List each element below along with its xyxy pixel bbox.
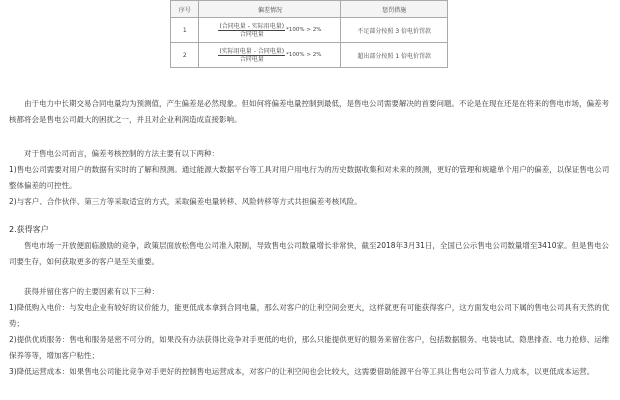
header-deviation: 偏差情况 xyxy=(199,1,341,18)
paragraph-deviation-intro: 由于电力中长期交易合同电量均为预测值，产生偏差是必然现象。但如何将偏差电量控制到最低，是售电公司需要解决的首要问题。不论是在现在还是在将来的售电市场，偏差考核都将会是售电公司最大的困扰之一，并且对企业利润造成直接影响。 xyxy=(9,99,609,124)
formula-suffix: *100% > 2% xyxy=(286,27,322,33)
paragraph-factor-1: 1)降低购入电价：与发电企业有较好的议价能力，能更低成本拿到合同电量，那么对客户的让利空间会更大，这样就更有可能获得客户，这方面发电公司下属的售电公司具有天然的优势； xyxy=(9,303,610,328)
formula-denominator: 合同电量 xyxy=(239,30,264,38)
paragraph-methods-intro: 对于售电公司而言，偏差考核控制的方法主要有以下两种： xyxy=(24,149,219,158)
paragraph-factor-2: 2)提供优质服务：售电和服务是密不可分的，如果没有办法获得比竞争对手更低的电价，那么只能提供更好的服务来留住客户，包括数据服务、电装电试、隐患排查、电力抢修、运维保养等等，增加客户粘性； xyxy=(9,335,610,360)
paragraph-factors-intro: 获得并留住客户的主要因素有以下三种： xyxy=(24,287,159,296)
deviation-penalty-table xyxy=(170,0,448,68)
header-serial: 序号 xyxy=(171,1,199,18)
row-serial: 1 xyxy=(171,18,199,43)
row-serial: 2 xyxy=(171,43,199,68)
penalty-measure: 超出部分按照 1 倍电价罚款 xyxy=(341,43,448,68)
formula-denominator: 合同电量 xyxy=(239,55,264,63)
header-penalty: 惩罚措施 xyxy=(341,1,448,18)
formula-numerator: (实际用电量 - 合同电量) xyxy=(219,47,285,55)
paragraph-method-1: 1)售电公司需要对用户的数据有实时的了解和预测。通过能源大数据平台等工具对用户用电行为的历史数据收集和对未来的预测，更好的管理和规避单个用户的偏差，以保证售电公司整体偏差的可控性。 xyxy=(9,165,610,190)
table-header-row xyxy=(171,1,448,18)
penalty-measure: 不足部分按照 3 倍电价罚款 xyxy=(341,18,448,43)
paragraph-factor-3: 3)降低运营成本：如果售电公司能比竞争对手更好的控制售电运营成本，对客户的让利空间也会比较大，这需要借助能源平台等工具让售电公司节省人力成本，以更低成本运营。 xyxy=(9,367,595,376)
deviation-formula xyxy=(199,18,341,43)
paragraph-market-competition: 售电市场一开放便面临激励的竞争，政策层面放松售电公司准入限制，导致售电公司数量增长非常快，截至2018年3月31日，全国已公示售电公司数量增至3410家。但是售电公司要生存，如何获取更多的客户是至关重要。 xyxy=(9,241,609,266)
table-row xyxy=(171,43,448,68)
section-heading-get-customers: 2.获得客户 xyxy=(9,225,49,234)
deviation-formula xyxy=(199,43,341,68)
formula-suffix: *100% > 2% xyxy=(286,52,322,58)
paragraph-method-2: 2)与客户、合作伙伴、第三方等采取适宜的方式，采取偏差电量转移、风险转移等方式共担偏差考核风险。 xyxy=(9,197,362,206)
table-row xyxy=(171,18,448,43)
formula-numerator: (合同电量 - 实际用电量) xyxy=(219,22,285,30)
